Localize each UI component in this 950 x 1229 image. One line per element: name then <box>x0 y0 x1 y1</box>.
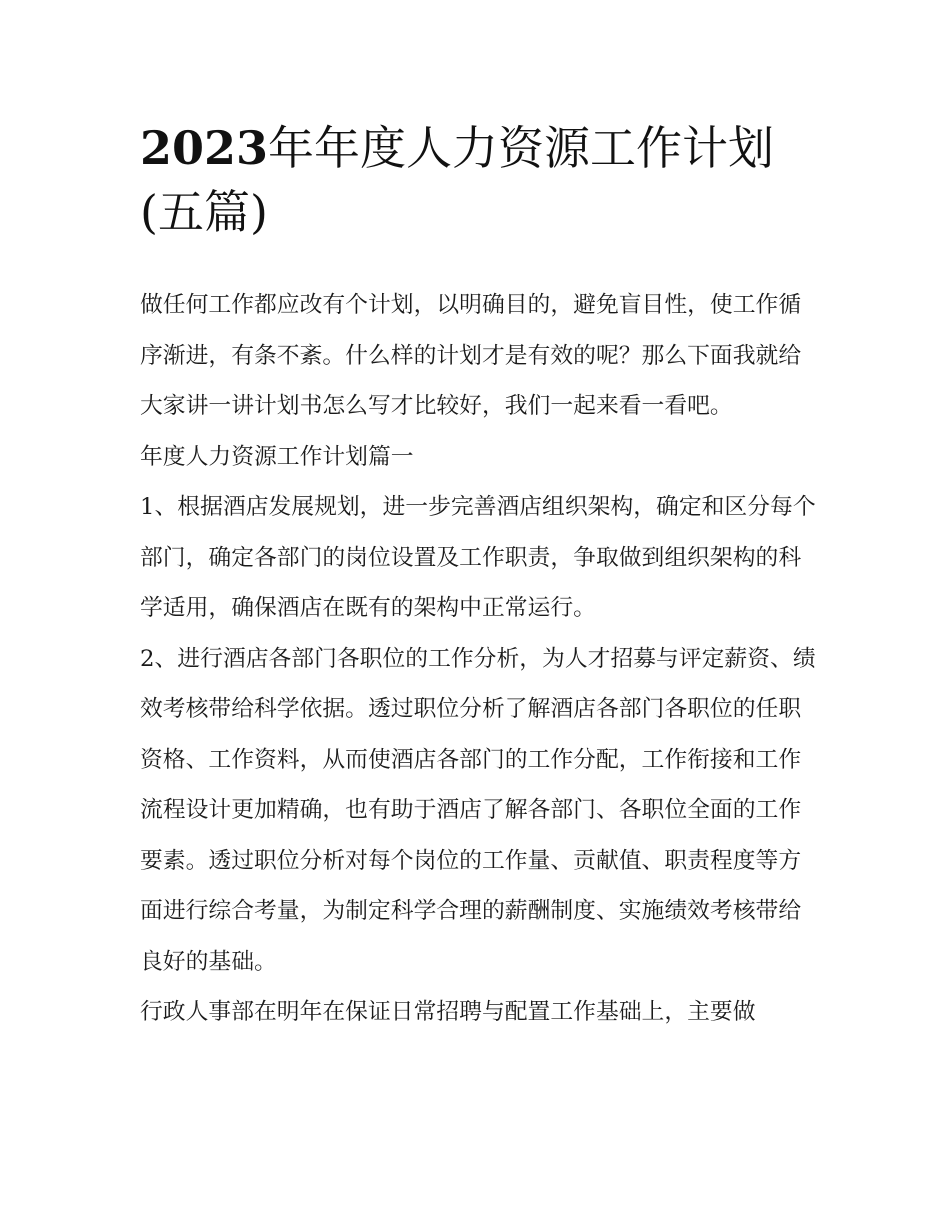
title-text: 年年度人力资源工作计划(五篇) <box>140 121 775 239</box>
paragraph-item-2: 2、进行酒店各部门各职位的工作分析，为人才招募与评定薪资、绩效考核带给科学依据。透过职位分析了解酒店各部门各职位的任职资格、工作资料，从而使酒店各部门的工作分配，工作衔接和工作流程设计更加精确，也有助于酒店了解各部门、各职位全面的工作要素。透过职位分析对每个岗位的工作量、贡献值、职责程度等方面进行综合考量，为制定科学合理的薪酬制度、实施绩效考核带给良好的基础。 <box>140 645 816 975</box>
paragraph-item-1: 1、根据酒店发展规划，进一步完善酒店组织架构，确定和区分每个部门，确定各部门的岗位设置及工作职责，争取做到组织架构的科学适用，确保酒店在既有的架构中正常运行。 <box>140 494 816 621</box>
title-year: 2023 <box>140 121 269 175</box>
paragraph-continuation: 行政人事部在明年在保证日常招聘与配置工作基础上，主要做 <box>140 999 756 1025</box>
section-heading: 年度人力资源工作计划篇一 <box>140 443 414 470</box>
intro-paragraph: 做任何工作都应改有个计划，以明确目的，避免盲目性，使工作循序渐进，有条不紊。什么样的计划才是有效的呢？那么下面我就给大家讲一讲计划书怎么写才比较好，我们一起来看一看吧。 <box>140 292 802 419</box>
document-body <box>140 280 816 1038</box>
document-title <box>140 116 830 244</box>
